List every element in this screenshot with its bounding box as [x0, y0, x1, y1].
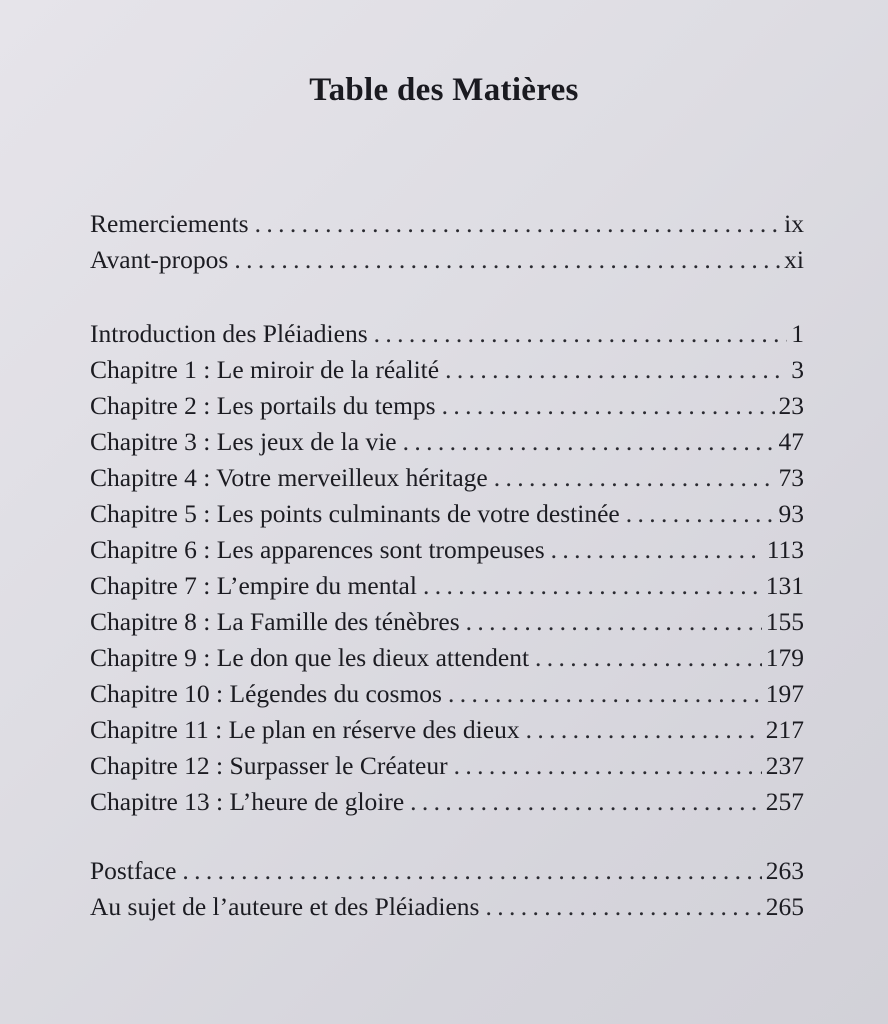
toc-entry: [90, 748, 804, 784]
toc-entry-label: Chapitre 2 : Les portails du temps: [90, 391, 436, 420]
dot-leader: [535, 640, 762, 676]
toc-entry: [90, 206, 804, 242]
toc-back-matter: [90, 853, 804, 925]
toc-entry-page: ix: [784, 209, 804, 238]
toc-entry-page: 23: [778, 391, 804, 420]
dot-leader: [494, 460, 775, 496]
dot-leader: [374, 316, 788, 352]
toc-entry-page: 47: [778, 427, 804, 456]
toc-entry: [90, 352, 804, 388]
toc-entry-label: Chapitre 8 : La Famille des ténèbres: [90, 607, 460, 636]
toc-entry-page: 1: [791, 319, 804, 348]
toc-chapters: [90, 316, 804, 820]
dot-leader: [626, 496, 775, 532]
dot-leader: [448, 676, 762, 712]
dot-leader: [410, 784, 762, 820]
toc-entry: [90, 242, 804, 278]
dot-leader: [454, 748, 762, 784]
toc-entry-page: 73: [778, 463, 804, 492]
dot-leader: [466, 604, 762, 640]
toc-entry: [90, 460, 804, 496]
dot-leader: [485, 889, 761, 925]
toc-entry: [90, 532, 804, 568]
toc-entry-label: Chapitre 11 : Le plan en réserve des dieux: [90, 715, 520, 744]
dot-leader: [526, 712, 762, 748]
toc-entry-label: Chapitre 1 : Le miroir de la réalité: [90, 355, 440, 384]
toc-entry: [90, 388, 804, 424]
toc-entry-label: Postface: [90, 856, 177, 885]
toc-entry-page: 257: [765, 787, 804, 816]
toc-entry-page: xi: [784, 245, 804, 274]
toc-entry-page: 113: [766, 535, 804, 564]
toc-entry: [90, 712, 804, 748]
toc-entry: [90, 889, 804, 925]
toc-entry: [90, 568, 804, 604]
toc-entry-label: Chapitre 10 : Légendes du cosmos: [90, 679, 442, 708]
toc-entry-label: Chapitre 7 : L’empire du mental: [90, 571, 417, 600]
toc-entry-page: 131: [765, 571, 804, 600]
toc-entry-label: Chapitre 5 : Les points culminants de votre destinée: [90, 499, 620, 528]
toc-entry: [90, 784, 804, 820]
dot-leader: [403, 424, 775, 460]
toc-entry: [90, 676, 804, 712]
dot-leader: [445, 352, 787, 388]
toc-entry-page: 93: [778, 499, 804, 528]
toc-entry-label: Introduction des Pléiadiens: [90, 319, 368, 348]
toc-entry: [90, 496, 804, 532]
toc-entry: [90, 316, 804, 352]
toc-entry: [90, 424, 804, 460]
toc-entry-label: Chapitre 4 : Votre merveilleux héritage: [90, 463, 488, 492]
toc-entry-label: Chapitre 6 : Les apparences sont trompeuses: [90, 535, 545, 564]
toc-entry-page: 155: [765, 607, 804, 636]
dot-leader: [551, 532, 763, 568]
toc-entry-label: Chapitre 3 : Les jeux de la vie: [90, 427, 397, 456]
toc-entry: [90, 640, 804, 676]
toc-entry: [90, 853, 804, 889]
toc-entry-label: Chapitre 13 : L’heure de gloire: [90, 787, 405, 816]
toc-entry-page: 217: [765, 715, 804, 744]
toc-entry: [90, 604, 804, 640]
toc-entry-page: 197: [765, 679, 804, 708]
toc-entry-page: 237: [765, 751, 804, 780]
toc-entry-label: Chapitre 12 : Surpasser le Créateur: [90, 751, 448, 780]
toc-entry-page: 265: [765, 892, 804, 921]
dot-leader: [182, 853, 761, 889]
toc-entry-page: 263: [765, 856, 804, 885]
dot-leader: [255, 206, 781, 242]
dot-leader: [442, 388, 775, 424]
toc-entry-label: Chapitre 9 : Le don que les dieux attendent: [90, 643, 530, 672]
page-title: Table des Matières: [309, 72, 579, 108]
toc-entry-label: Avant-propos: [90, 245, 229, 274]
dot-leader: [234, 242, 780, 278]
toc-entry-page: 3: [791, 355, 804, 384]
toc-entry-label: Au sujet de l’auteure et des Pléiadiens: [90, 892, 480, 921]
toc-entry-label: Remerciements: [90, 209, 249, 238]
dot-leader: [423, 568, 762, 604]
toc-entry-page: 179: [765, 643, 804, 672]
toc-front-matter: [90, 206, 804, 278]
